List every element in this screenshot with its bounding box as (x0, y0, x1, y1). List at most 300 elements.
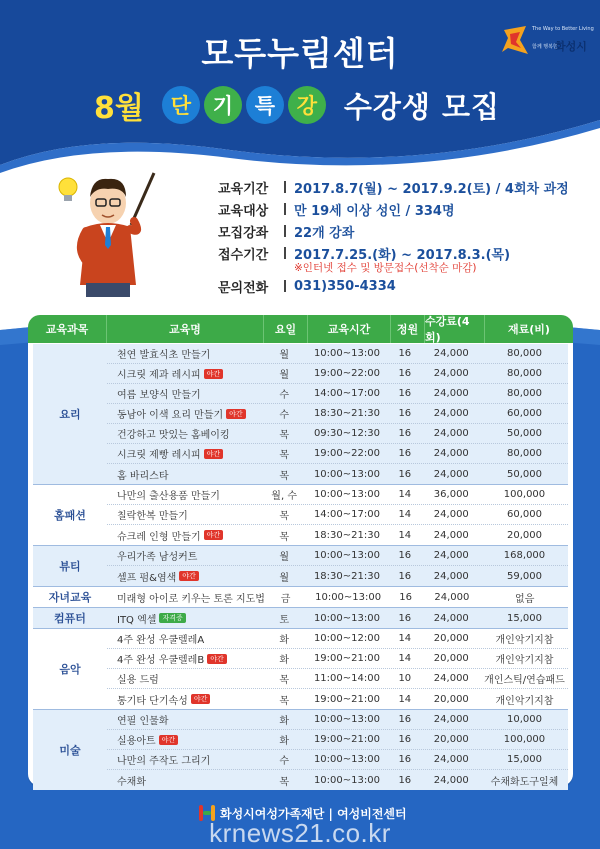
footer-text: 화성시여성가족재단 | 여성비전센터 (220, 806, 407, 821)
course-day-text: 화 (279, 716, 289, 727)
course-name (107, 505, 262, 524)
course-capacity-text: 16 (398, 570, 412, 582)
course-name (107, 424, 262, 443)
course-category: 미술 (59, 744, 81, 757)
course-fee (422, 608, 481, 628)
table-row (107, 566, 568, 586)
course-fee (422, 364, 481, 383)
course-time (306, 669, 388, 688)
course-name (107, 649, 262, 668)
course-time-text: 19:00~22:00 (313, 448, 380, 459)
course-fee-text: 24,000 (433, 348, 469, 359)
course-material-text: 80,000 (506, 348, 542, 359)
headline-month: 8월 (94, 91, 144, 126)
course-day (262, 750, 306, 769)
info-label: 접수기간 (218, 247, 269, 263)
course-name (107, 587, 264, 607)
course-name-text: 수채화 (117, 776, 146, 788)
table-row (107, 444, 568, 464)
course-time (306, 608, 388, 628)
course-day (262, 525, 306, 545)
course-day-text: 화 (279, 635, 289, 646)
logo-sub: 함께 행복한 (532, 44, 558, 50)
course-capacity-text: 16 (398, 348, 412, 359)
course-capacity (388, 710, 422, 729)
course-capacity-text: 14 (398, 693, 412, 705)
course-time-text: 19:00~21:00 (313, 653, 380, 664)
course-material-text: 50,000 (506, 428, 542, 439)
course-fee-text: 24,000 (433, 529, 469, 541)
course-time-text: 19:00~21:00 (313, 734, 380, 745)
course-day (264, 587, 307, 607)
course-badge: 야간 (191, 694, 211, 704)
course-time (306, 710, 388, 729)
course-name (107, 629, 262, 648)
course-time (306, 464, 388, 484)
course-fee-text: 24,000 (433, 612, 469, 624)
course-capacity (388, 649, 422, 668)
course-fee (422, 384, 481, 403)
course-material (481, 444, 568, 463)
course-material (481, 770, 568, 790)
info-period (218, 176, 569, 198)
course-category: 요리 (59, 408, 81, 421)
course-time (306, 730, 388, 749)
course-capacity (388, 689, 422, 709)
table-body (33, 344, 568, 790)
course-fee-text: 24,000 (433, 368, 469, 379)
course-time-text: 18:30~21:30 (313, 570, 380, 582)
course-capacity (388, 608, 422, 628)
info-value: 만 19세 이상 성인 / 334명 (294, 203, 455, 219)
course-category: 컴퓨터 (54, 612, 86, 625)
course-material (481, 649, 568, 668)
course-time (306, 750, 388, 769)
course-time-text: 09:30~12:30 (313, 428, 380, 439)
course-time-text: 10:00~13:00 (313, 348, 380, 359)
course-day (262, 404, 306, 423)
teacher-illustration (56, 165, 186, 300)
course-name-text: 시크릿 제빵 레시피 (117, 450, 201, 461)
course-fee (422, 587, 481, 607)
course-badge: 자격증 (159, 613, 185, 623)
course-day-text: 월 (279, 572, 289, 584)
course-day (262, 546, 306, 565)
course-name-text: 나만의 출산용품 만들기 (117, 491, 220, 502)
course-name (107, 750, 262, 769)
headline-char-2: 기 (204, 86, 242, 124)
course-material-text: 168,000 (503, 550, 546, 561)
table-row (107, 364, 568, 384)
course-capacity (388, 364, 422, 383)
course-day-text: 월 (279, 350, 289, 361)
table-row (107, 587, 568, 607)
course-day (262, 364, 306, 383)
course-fee-text: 24,000 (433, 468, 469, 480)
course-day-text: 목 (279, 511, 289, 522)
divider (284, 280, 286, 292)
course-name-text: 천연 발효식초 만들기 (117, 350, 211, 361)
course-day-text: 월 (279, 552, 289, 563)
course-material-text: 개인스틱/연습패드 (484, 675, 565, 686)
course-day (262, 344, 306, 363)
course-material (481, 424, 568, 443)
course-fee-text: 24,000 (433, 408, 469, 419)
table-row (107, 424, 568, 444)
course-material (481, 669, 568, 688)
course-name-text: 여름 보양식 만들기 (117, 390, 201, 401)
course-material-text: 60,000 (506, 509, 542, 520)
divider (284, 247, 286, 259)
course-fee-text: 24,000 (433, 550, 469, 561)
course-material-text: 20,000 (506, 529, 542, 541)
course-fee (422, 649, 481, 668)
course-name (107, 566, 262, 586)
course-name-text: 슈크레 인형 만들기 (117, 531, 201, 543)
header-subject: 교육과목 (28, 315, 107, 343)
course-fee (422, 525, 481, 545)
course-material (481, 710, 568, 729)
course-time (306, 770, 388, 790)
table-row (107, 750, 568, 770)
course-fee (422, 730, 481, 749)
course-material-text: 없음 (515, 593, 535, 605)
course-material-text: 80,000 (506, 448, 542, 459)
table-row (107, 669, 568, 689)
course-material-text: 개인악기지참 (495, 695, 554, 707)
course-capacity (388, 485, 422, 504)
course-time (306, 485, 388, 504)
course-day-text: 목 (279, 450, 289, 461)
course-fee (422, 566, 481, 586)
logo-tagline: The Way to Better Living (532, 26, 594, 32)
course-material-text: 수채화도구일체 (490, 776, 559, 788)
course-day (262, 444, 306, 463)
course-name (107, 364, 262, 383)
table-row (107, 730, 568, 750)
course-time-text: 19:00~21:00 (313, 693, 380, 705)
course-capacity-text: 14 (398, 653, 412, 664)
course-time-text: 10:00~13:00 (315, 591, 382, 603)
course-fee (422, 689, 481, 709)
course-time (306, 444, 388, 463)
course-material (481, 566, 568, 586)
course-name-text: 칠락한복 만들기 (117, 511, 188, 522)
course-day (262, 608, 306, 628)
course-time (307, 587, 389, 607)
course-capacity (388, 525, 422, 545)
course-time-text: 14:00~17:00 (313, 388, 380, 399)
course-table (28, 315, 573, 786)
course-material (481, 689, 568, 709)
info-label: 교육대상 (218, 203, 269, 219)
info-courses (218, 220, 569, 242)
course-day-text: 금 (280, 593, 291, 605)
course-fee (422, 485, 481, 504)
table-row (107, 404, 568, 424)
course-time-text: 10:00~13:00 (313, 754, 380, 765)
course-capacity-text: 14 (398, 489, 412, 500)
course-day-text: 목 (279, 776, 289, 788)
course-name (107, 730, 262, 749)
course-day-text: 목 (279, 470, 289, 482)
course-day-text: 수 (279, 756, 289, 767)
course-badge: 야간 (204, 449, 224, 459)
course-material (481, 730, 568, 749)
header-fee: 수강료(4회) (425, 315, 485, 343)
table-header (28, 315, 573, 343)
course-name (107, 770, 262, 790)
info-target (218, 198, 569, 220)
course-name-text: 실용 드럼 (117, 675, 159, 686)
course-fee-text: 24,000 (433, 388, 469, 399)
course-badge: 야간 (159, 735, 179, 745)
course-capacity-text: 10 (398, 673, 412, 684)
course-category: 음악 (59, 663, 81, 676)
course-name-text: 미래형 아이로 키우는 토론 지도법 (117, 593, 265, 605)
headline-char-3: 특 (246, 86, 284, 124)
course-day-text: 토 (279, 614, 289, 626)
course-capacity-text: 16 (398, 734, 412, 745)
course-capacity-text: 16 (398, 448, 412, 459)
course-name (107, 689, 262, 709)
table-row (107, 525, 568, 545)
course-material (481, 629, 568, 648)
course-capacity (388, 424, 422, 443)
course-material (481, 384, 568, 403)
course-name-text: 통기타 단기속성 (117, 695, 188, 707)
course-material (481, 525, 568, 545)
lightbulb-icon (59, 178, 77, 201)
table-row (107, 608, 568, 628)
course-name-text: 4주 완성 우쿨렐레B (117, 655, 205, 666)
course-time (306, 404, 388, 423)
course-capacity-text: 16 (398, 774, 412, 786)
course-capacity (388, 629, 422, 648)
course-material (481, 464, 568, 484)
course-material (481, 404, 568, 423)
course-day (262, 730, 306, 749)
course-time-text: 10:00~12:00 (313, 633, 380, 644)
course-capacity (388, 404, 422, 423)
course-group (33, 344, 568, 484)
course-capacity (388, 444, 422, 463)
course-badge: 야간 (207, 654, 227, 664)
course-capacity (388, 750, 422, 769)
course-time-text: 11:00~14:00 (313, 673, 380, 684)
course-fee (422, 344, 481, 363)
course-capacity-text: 16 (398, 368, 412, 379)
course-time-text: 14:00~17:00 (313, 509, 380, 520)
header-capacity: 정원 (391, 315, 425, 343)
course-material (481, 344, 568, 363)
course-fee (422, 505, 481, 524)
table-row (107, 710, 568, 730)
center-title: 모두누림센터 (201, 34, 399, 73)
course-name (107, 384, 262, 403)
course-name-text: 나만의 주작도 그리기 (117, 756, 211, 767)
course-fee-text: 24,000 (433, 570, 469, 582)
course-day-text: 목 (279, 531, 289, 543)
course-day-text: 목 (279, 675, 289, 686)
headline-char-1: 단 (162, 86, 200, 124)
course-time-text: 10:00~13:00 (313, 774, 380, 786)
info-label: 교육기간 (218, 181, 269, 197)
header-material: 재료(비) (508, 323, 550, 336)
divider (284, 203, 286, 215)
table-row (107, 629, 568, 649)
course-capacity-text: 16 (398, 754, 412, 765)
course-capacity (388, 464, 422, 484)
course-day-text: 화 (279, 655, 289, 666)
course-material-text: 10,000 (506, 714, 542, 725)
course-fee (422, 424, 481, 443)
course-group (33, 586, 568, 607)
course-fee (422, 770, 481, 790)
course-material (481, 546, 568, 565)
course-category: 뷰티 (59, 560, 81, 573)
course-capacity (389, 587, 422, 607)
course-fee-text: 20,000 (433, 734, 469, 745)
header-time: 교육시간 (308, 315, 391, 343)
course-material (481, 485, 568, 504)
watermark: krnews21.co.kr (209, 818, 391, 848)
course-name-text: 실용아트 (117, 736, 156, 747)
course-capacity (388, 505, 422, 524)
course-capacity (388, 384, 422, 403)
info-value: 22개 강좌 (294, 225, 355, 241)
course-material-text: 80,000 (506, 388, 542, 399)
course-name-text: 동남아 이색 요리 만들기 (117, 410, 224, 421)
info-label: 모집강좌 (218, 225, 269, 241)
course-name (107, 464, 262, 484)
course-material (481, 364, 568, 383)
info-block (218, 176, 569, 297)
course-fee-text: 36,000 (433, 489, 469, 500)
course-day (262, 464, 306, 484)
course-time-text: 10:00~13:00 (313, 550, 380, 561)
course-fee (422, 750, 481, 769)
course-fee-text: 24,000 (433, 509, 469, 520)
table-row (107, 344, 568, 364)
course-badge: 야간 (204, 369, 224, 379)
course-day (262, 629, 306, 648)
course-day-text: 화 (279, 736, 289, 747)
course-category: 홈패션 (54, 509, 86, 522)
table-row (107, 485, 568, 505)
apply-note: ※인터넷 접수 및 방문접수(선착순 마감) (294, 262, 477, 274)
course-material-text: 15,000 (506, 612, 542, 624)
course-time-text: 18:30~21:30 (313, 408, 380, 419)
course-time-text: 10:00~13:00 (313, 468, 380, 480)
course-day-text: 월, 수 (271, 491, 297, 502)
course-capacity-text: 16 (398, 468, 412, 480)
course-day (262, 424, 306, 443)
course-day (262, 710, 306, 729)
headline (94, 80, 500, 130)
course-time (306, 649, 388, 668)
table-row (107, 649, 568, 669)
course-time-text: 18:30~21:30 (313, 529, 380, 541)
course-fee (422, 710, 481, 729)
course-time-text: 10:00~13:00 (313, 612, 380, 624)
course-capacity-text: 16 (398, 612, 412, 624)
course-capacity-text: 16 (398, 408, 412, 419)
course-day-text: 목 (279, 695, 289, 707)
course-material-text: 59,000 (506, 570, 542, 582)
course-name-text: 건강하고 맛있는 홈베이킹 (117, 430, 230, 441)
table-row (107, 689, 568, 709)
course-group (33, 484, 568, 545)
course-badge: 야간 (226, 409, 246, 419)
course-fee-text: 24,000 (433, 714, 469, 725)
course-name (107, 344, 262, 363)
course-name (107, 546, 262, 565)
course-group (33, 545, 568, 586)
course-time (306, 424, 388, 443)
course-time (306, 629, 388, 648)
course-badge: 야간 (179, 571, 199, 581)
course-fee-text: 20,000 (433, 653, 469, 664)
course-capacity-text: 16 (398, 714, 412, 725)
info-apply (218, 242, 569, 264)
course-capacity-text: 16 (399, 591, 413, 603)
course-fee (422, 546, 481, 565)
course-day (262, 669, 306, 688)
course-capacity (388, 566, 422, 586)
course-material (481, 587, 568, 607)
table-row (107, 546, 568, 566)
course-time-text: 10:00~13:00 (313, 714, 380, 725)
course-time (306, 689, 388, 709)
table-row (107, 384, 568, 404)
header-course: 교육명 (107, 315, 264, 343)
course-time-text: 19:00~22:00 (313, 368, 380, 379)
course-material-text: 15,000 (506, 754, 542, 765)
course-day (262, 566, 306, 586)
course-day-text: 목 (279, 430, 289, 441)
info-value: 2017.8.7(월) ~ 2017.9.2(토) / 4회차 과정 (294, 181, 569, 197)
course-capacity (388, 669, 422, 688)
course-material (481, 505, 568, 524)
course-fee-text: 24,000 (433, 774, 469, 786)
course-fee (422, 464, 481, 484)
course-material-text: 개인악기지참 (495, 655, 554, 666)
course-day-text: 월 (279, 370, 289, 381)
course-fee (422, 669, 481, 688)
course-name-text: 셀프 펌&염색 (117, 572, 177, 584)
course-name (107, 669, 262, 688)
course-capacity (388, 546, 422, 565)
course-time-text: 10:00~13:00 (313, 489, 380, 500)
course-material-text: 100,000 (503, 734, 546, 745)
course-day (262, 689, 306, 709)
course-capacity-text: 14 (398, 509, 412, 520)
course-badge: 야간 (204, 530, 224, 540)
table-row (107, 770, 568, 790)
course-material-text: 50,000 (506, 468, 542, 480)
course-name (107, 525, 262, 545)
course-fee-text: 24,000 (433, 754, 469, 765)
course-day (262, 770, 306, 790)
course-name-text: 연필 인물화 (117, 716, 169, 727)
course-group (33, 628, 568, 709)
course-capacity-text: 16 (398, 388, 412, 399)
course-day (262, 505, 306, 524)
course-name-text: ITQ 엑셀 (117, 614, 157, 626)
header-day: 요일 (264, 315, 308, 343)
course-time (306, 566, 388, 586)
